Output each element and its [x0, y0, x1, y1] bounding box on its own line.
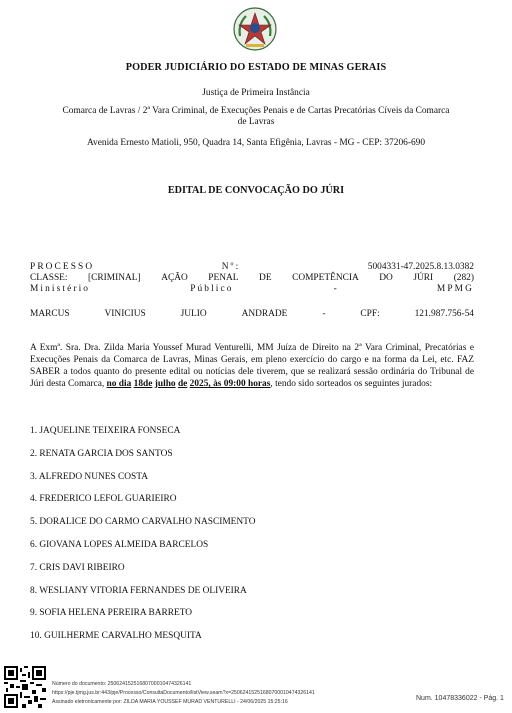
defendant-word: CPF: [360, 309, 380, 319]
comarca-line-2: de Lavras [237, 117, 275, 127]
class-word: DE [259, 273, 272, 283]
process-class-row [30, 273, 474, 284]
comarca-line [20, 106, 492, 128]
list-item: 3. ALFREDO NUNES COSTA [30, 471, 149, 482]
list-item: 4. FREDERICO LEFOL GUARIEIRO [30, 494, 177, 505]
jurors-list [30, 425, 255, 653]
class-word: CLASSE: [30, 273, 68, 283]
class-word: [CRIMINAL] [88, 273, 141, 283]
process-label: PROCESSO [30, 262, 95, 272]
process-party-row [30, 284, 474, 295]
signature-metadata [52, 680, 315, 707]
session-date-part: no dia [106, 379, 132, 389]
class-word: PENAL [208, 273, 239, 283]
document-number: Número do documento: 25062415251680700010474326141 [52, 681, 192, 687]
defendant-word: - [322, 309, 326, 319]
defendant-word: MARCUS [30, 309, 70, 319]
page-reference: Num. 10478336022 - Pág. 1 [416, 695, 504, 702]
qr-code[interactable] [4, 666, 46, 708]
court-address: Avenida Ernesto Matioli, 950, Quadra 14, Santa Efigênia, Lavras - MG - CEP: 37206-690 [86, 138, 426, 148]
party-word: MPMG [436, 284, 474, 294]
document-title: EDITAL DE CONVOCAÇÃO DO JÚRI [167, 185, 345, 196]
session-date-part: 2025, às 09:00 horas [189, 379, 271, 389]
coat-of-arms-emblem [232, 6, 278, 52]
defendant-info [30, 309, 474, 320]
body-text: A Exmª. Sra. Dra. Zilda Maria Youssef Murad Venturelli, MM Juíza de Direito na 2ª Vara Criminal, Precatórias e Execuções Penais da Comarca de Lavras, Minas Gerais, em pleno exercício do cargo e na forma da Lei, etc. FAZ SABER a todos quanto do presente edital ou notícias dele tiverem, que se realizará sessão ordinária do Tribunal de Júri desta Comarca, [30, 343, 474, 389]
class-word: COMPETÊNCIA [292, 273, 359, 283]
defendant-cpf: 121.987.756-54 [414, 309, 474, 319]
class-word: (282) [453, 273, 474, 283]
list-item: 7. CRIS DAVI RIBEIRO [30, 562, 125, 573]
list-item: 1. JAQUELINE TEIXEIRA FONSECA [30, 426, 181, 436]
session-date-part: julho [154, 379, 176, 389]
court-name: PODER JUDICIÁRIO DO ESTADO DE MINAS GERAIS [125, 62, 387, 73]
defendant-word: VINICIUS [104, 309, 146, 319]
defendant-word: ANDRADE [241, 309, 288, 319]
list-item: 9. SOFIA HELENA PEREIRA BARRETO [30, 608, 193, 619]
comarca-line-1: Comarca de Lavras / 2ª Vara Criminal, de Execuções Penais e de Cartas Precatórias Cíveis da Comarca [62, 106, 450, 116]
class-word: JÚRI [413, 273, 434, 283]
edital-body [30, 342, 474, 390]
instance-label: Justiça de Primeira Instância [202, 88, 310, 98]
party-word: - [333, 284, 337, 294]
list-item: 2. RENATA GARCIA DOS SANTOS [30, 448, 173, 459]
defendant-row [30, 309, 474, 320]
defendant-word: JULIO [180, 309, 207, 319]
class-word: AÇÃO [161, 273, 188, 283]
list-item: 5. DORALICE DO CARMO CARVALHO NASCIMENTO [30, 517, 256, 528]
list-item: 8. WESLIANY VITORIA FERNANDES DE OLIVEIRA [30, 585, 247, 596]
party-word: Público [190, 284, 234, 294]
document-url[interactable]: https://pje.tjmg.jus.br:443/pje/Processo/ConsultaDocumento/listView.seam?x=25062415251680700010474326141 [52, 690, 315, 696]
list-item: 10. GUILHERME CARVALHO MESQUITA [30, 631, 202, 642]
process-number: 5004331-47.2025.8.13.0382 [367, 262, 474, 272]
list-item: 6. GIOVANA LOPES ALMEIDA BARCELOS [30, 539, 209, 550]
process-info [30, 262, 474, 295]
class-word: DO [379, 273, 393, 283]
process-number-label: Nº: [221, 262, 241, 272]
electronic-signature: Assinado eletronicamente por: ZILDA MARIA YOUSSEF MURAD VENTURELLI - 24/06/2025 15:25:16 [52, 699, 288, 705]
body-text-end: , tendo sido sorteados os seguintes jurados: [270, 379, 433, 389]
party-word: Ministério [30, 284, 91, 294]
process-number-row [30, 262, 474, 273]
session-date-part: 18de [133, 379, 153, 389]
session-date-part: de [177, 379, 188, 389]
